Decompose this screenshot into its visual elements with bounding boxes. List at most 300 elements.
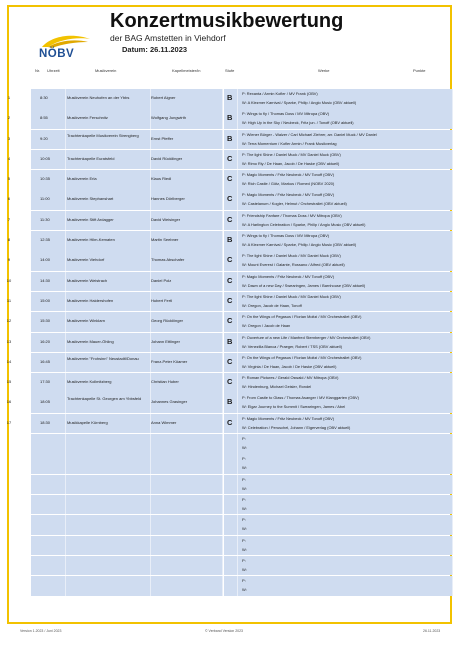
work-p-text: Magic Moments / Fritz Neubeck / MV Tonoff (OBV) bbox=[246, 192, 334, 198]
conductor-name: David Weisinger bbox=[151, 216, 181, 222]
works-cell bbox=[238, 434, 453, 454]
work-p bbox=[242, 355, 447, 360]
band-name: Musikverein Stephanshart bbox=[67, 196, 114, 202]
band-name: Trachtenkapelle Musikverein Strengberg bbox=[67, 132, 139, 138]
time-cell bbox=[31, 353, 66, 373]
work-p-text: On the Wings of Pegasus / Florian Moitzi / MV Orchestrallet (OBV) bbox=[246, 314, 362, 320]
level-cell bbox=[224, 130, 238, 150]
conductor-cell bbox=[151, 312, 223, 332]
work-p-label: P: bbox=[242, 415, 246, 421]
work-p bbox=[242, 213, 447, 218]
work-w-label: W: bbox=[242, 424, 247, 430]
work-w bbox=[242, 161, 447, 166]
level-value: C bbox=[227, 377, 233, 387]
level-value: C bbox=[227, 275, 233, 285]
col-header-nr: Nr. bbox=[35, 68, 41, 73]
conductor-name: Franz-Peter Köamer bbox=[151, 358, 188, 364]
work-p-text: The light Shine / Daniel Muck / MV Daniel Muck (OBV) bbox=[246, 293, 341, 299]
work-w-text: Hindenburg, Michael Geisler, Rondel bbox=[247, 384, 312, 390]
work-p-label: P: bbox=[242, 557, 246, 563]
footer-right: 26.11.2023 bbox=[423, 629, 441, 633]
time-cell bbox=[31, 576, 66, 596]
conductor-cell bbox=[151, 414, 223, 434]
band-name: Trachtenkapelle St. Georgen am Ybbsfeld bbox=[67, 396, 142, 402]
level-cell bbox=[224, 373, 238, 393]
conductor-name: David Rückliinger bbox=[151, 155, 183, 161]
work-p bbox=[242, 314, 447, 319]
level-cell bbox=[224, 576, 238, 596]
level-value: C bbox=[227, 255, 233, 265]
time-cell bbox=[31, 393, 66, 413]
band-name: Musikverein Erla bbox=[67, 176, 97, 182]
conductor-name: Hubert Fertl bbox=[151, 297, 173, 303]
works-cell bbox=[238, 312, 453, 332]
work-w-label: W: bbox=[242, 343, 247, 349]
work-w-label: W: bbox=[242, 221, 247, 227]
work-p-text: On the Wings of Pegasus / Florian Moitzi / MV Orchestrallet (OBV) bbox=[246, 354, 362, 360]
empty-row bbox=[31, 515, 433, 535]
conductor-cell bbox=[151, 292, 223, 312]
band-name: Musikverein Ferschnitz bbox=[67, 115, 108, 121]
band-name: Musikverein Stift Ardagger bbox=[67, 216, 114, 222]
level-cell bbox=[224, 292, 238, 312]
date-value: 26.11.2023 bbox=[149, 45, 188, 54]
band-cell bbox=[66, 576, 151, 596]
table-row bbox=[7, 89, 433, 109]
band-name: Musikverein Viehdorf bbox=[67, 257, 105, 263]
work-p-text: The light Shine / Daniel Muck / MV Daniel Muck (OBV) bbox=[246, 151, 341, 157]
band-cell bbox=[66, 475, 151, 495]
table-row bbox=[6, 292, 433, 312]
band-name: Musikkapelle Kürnberg bbox=[67, 419, 108, 425]
page-subtitle: der BAG Amstetten in Viehdorf bbox=[110, 33, 226, 43]
row-time: 14:00 bbox=[40, 257, 51, 263]
work-w bbox=[242, 222, 447, 227]
time-cell bbox=[31, 170, 66, 190]
work-p-label: P: bbox=[242, 111, 246, 117]
work-w bbox=[242, 181, 447, 186]
level-value: C bbox=[227, 214, 233, 224]
time-cell bbox=[31, 109, 66, 129]
table-row bbox=[6, 393, 433, 413]
table-row bbox=[6, 272, 433, 292]
work-w-text: Terra Momentum / Kofler Armin / Frank Musikverlag bbox=[247, 140, 337, 146]
table-row bbox=[6, 312, 433, 332]
work-w bbox=[242, 201, 447, 206]
level-value: B bbox=[227, 397, 233, 407]
work-p-text: Ouverture of a new Life / Manfred Sternberger / MV Orchestrallet (OBV) bbox=[246, 334, 371, 340]
work-p-label: P: bbox=[242, 476, 246, 482]
work-p-text: Magic Moments / Fritz Neubeck / MV Tonoff (OBV) bbox=[246, 415, 334, 421]
work-p-label: P: bbox=[242, 395, 246, 401]
time-cell bbox=[31, 272, 66, 292]
level-value: B bbox=[227, 133, 233, 143]
time-cell bbox=[31, 536, 66, 556]
time-cell bbox=[31, 454, 66, 474]
conductor-cell bbox=[151, 272, 223, 292]
level-value: C bbox=[227, 295, 233, 305]
row-time: 11:30 bbox=[40, 216, 50, 222]
page-title: Konzertmusikbewertung bbox=[110, 10, 344, 32]
level-cell bbox=[224, 170, 238, 190]
level-value: B bbox=[227, 93, 233, 102]
level-value: C bbox=[227, 194, 233, 204]
work-p-label: P: bbox=[242, 233, 246, 239]
works-cell bbox=[238, 576, 453, 596]
level-value: B bbox=[227, 336, 233, 346]
work-w-text: Elgar Journey to the Summit / Swearingen, James / Abel bbox=[247, 404, 346, 410]
level-cell bbox=[224, 89, 238, 109]
work-w-text: A Harlington Celebration / Sparke, Philip / Anglo Music (OBV aktuell) bbox=[247, 221, 366, 227]
level-cell bbox=[224, 414, 238, 434]
level-cell bbox=[224, 190, 238, 210]
work-p-label: P: bbox=[242, 91, 246, 96]
conductor-cell bbox=[151, 251, 223, 271]
row-number: 2 bbox=[7, 115, 11, 121]
time-cell bbox=[31, 251, 66, 271]
conductor-name: Ernst Pfeffer bbox=[151, 135, 174, 141]
work-w-label: W: bbox=[242, 262, 247, 268]
work-p bbox=[242, 395, 447, 400]
band-cell bbox=[66, 373, 151, 393]
work-p bbox=[242, 294, 447, 299]
row-time: 8:30 bbox=[40, 95, 48, 100]
band-name: Musikverein "Frohsinn" Neustadtl/Donau bbox=[67, 355, 139, 361]
work-p-text: From Castle to Glass / Thomas Asanger / MV Klanggarten (OBV) bbox=[246, 395, 359, 401]
time-cell bbox=[31, 292, 66, 312]
work-w bbox=[242, 242, 447, 247]
level-cell bbox=[224, 312, 238, 332]
works-cell bbox=[238, 333, 453, 353]
row-number: 17 bbox=[6, 419, 12, 425]
table-row bbox=[7, 130, 433, 150]
band-cell bbox=[66, 495, 151, 515]
time-cell bbox=[31, 231, 66, 251]
work-w-text: Oregon / Jacob de Haan bbox=[247, 323, 291, 329]
conductor-cell bbox=[151, 109, 223, 129]
work-p-text: Roman Pictures / Gerald Oswald / MV Mitropa (OBV) bbox=[246, 375, 339, 381]
time-cell bbox=[31, 475, 66, 495]
level-value: C bbox=[227, 174, 233, 184]
work-p-label: P: bbox=[242, 293, 246, 299]
work-p bbox=[242, 111, 447, 116]
row-number: 13 bbox=[6, 338, 12, 344]
works-cell bbox=[238, 272, 453, 292]
band-name: Musikverein Winklarn bbox=[67, 318, 106, 324]
conductor-name: Hannes Dörlberger bbox=[151, 196, 185, 202]
row-time: 16:20 bbox=[40, 338, 51, 344]
works-cell bbox=[238, 292, 453, 312]
band-cell bbox=[66, 292, 151, 312]
level-cell bbox=[224, 515, 238, 535]
conductor-cell bbox=[151, 333, 223, 353]
level-cell bbox=[224, 353, 238, 373]
work-w-label: W: bbox=[242, 120, 247, 126]
time-cell bbox=[31, 211, 66, 231]
band-cell bbox=[66, 333, 151, 353]
row-time: 8:55 bbox=[40, 115, 48, 121]
event-date bbox=[122, 45, 187, 54]
work-w-label: W: bbox=[242, 323, 247, 329]
work-w-label: W: bbox=[242, 282, 247, 288]
level-cell bbox=[224, 109, 238, 129]
work-w bbox=[242, 344, 447, 349]
band-cell bbox=[66, 130, 151, 150]
works-cell bbox=[238, 353, 453, 373]
work-w-label: W: bbox=[242, 100, 247, 105]
table-row bbox=[6, 373, 433, 393]
work-w-text: A Klezmer Karnival / Sparke, Philip / Anglo Music (OBV aktuell) bbox=[247, 100, 357, 105]
conductor-name: Daniel Polz bbox=[151, 277, 172, 283]
row-time: 14:30 bbox=[40, 277, 51, 283]
band-name: Musikverein Haidershofen bbox=[67, 297, 114, 303]
work-w-label: W: bbox=[242, 404, 247, 410]
work-w-text: High Up in the Sky / Neubeck, Fritz jun. / Tonoff (OBV aktuell) bbox=[247, 120, 354, 126]
work-w-label: W: bbox=[242, 546, 247, 552]
time-cell bbox=[31, 556, 66, 576]
work-w-label: W: bbox=[242, 526, 247, 532]
works-cell bbox=[238, 414, 453, 434]
row-number: 9 bbox=[7, 257, 11, 263]
time-cell bbox=[31, 515, 66, 535]
level-cell bbox=[224, 495, 238, 515]
work-w bbox=[242, 262, 447, 267]
table-row bbox=[7, 211, 433, 231]
footer-center: © Verband Version 2023 bbox=[205, 629, 243, 633]
work-w-text: Dawn of a new Day / Swearingen, James / Barnhouse (OBV aktuell) bbox=[247, 282, 366, 288]
work-p-text: Wiener Bürger - Walzer / Carl Michael Ziehrer, arr. Daniel Muck / MV Daniel bbox=[246, 131, 377, 137]
level-cell bbox=[224, 556, 238, 576]
band-cell bbox=[66, 393, 151, 413]
row-number: 15 bbox=[6, 379, 12, 385]
work-w-label: W: bbox=[242, 181, 247, 187]
conductor-cell bbox=[151, 454, 223, 474]
conductor-cell bbox=[151, 475, 223, 495]
works-cell bbox=[238, 190, 453, 210]
conductor-name: Wolfgang Jungwirth bbox=[151, 115, 187, 121]
row-time: 16:45 bbox=[40, 358, 51, 364]
band-cell bbox=[66, 536, 151, 556]
level-cell bbox=[224, 454, 238, 474]
level-cell bbox=[224, 272, 238, 292]
work-p-label: P: bbox=[242, 334, 246, 340]
table-row bbox=[6, 414, 433, 434]
works-cell bbox=[238, 150, 453, 170]
level-value: C bbox=[227, 356, 233, 366]
conductor-name: Johann Ettlinger bbox=[151, 338, 180, 344]
works-cell bbox=[238, 170, 453, 190]
work-w-label: W: bbox=[242, 363, 247, 369]
work-p-label: P: bbox=[242, 456, 246, 462]
work-p bbox=[242, 233, 447, 238]
work-p-label: P: bbox=[242, 131, 246, 137]
schedule-table bbox=[6, 89, 433, 596]
conductor-name: Johannes Grasinger bbox=[151, 399, 188, 405]
conductor-name: Georg Rückliinger bbox=[151, 318, 184, 324]
row-time: 11:00 bbox=[40, 196, 50, 202]
band-cell bbox=[66, 170, 151, 190]
works-cell bbox=[238, 231, 453, 251]
level-cell bbox=[224, 434, 238, 454]
work-p-label: P: bbox=[242, 273, 246, 279]
table-row bbox=[7, 109, 433, 129]
work-w-label: W: bbox=[242, 587, 247, 593]
table-row bbox=[7, 190, 433, 210]
empty-row bbox=[31, 495, 433, 515]
works-cell bbox=[238, 373, 453, 393]
band-cell bbox=[66, 454, 151, 474]
work-w-text: Venezilla Blanca / Praeger, Robert / TSS (OBV aktuell) bbox=[247, 343, 342, 349]
works-cell bbox=[238, 211, 453, 231]
work-w-label: W: bbox=[242, 140, 247, 146]
work-w bbox=[242, 364, 447, 369]
work-p bbox=[242, 335, 447, 340]
band-cell bbox=[66, 556, 151, 576]
time-cell bbox=[31, 130, 66, 150]
work-p bbox=[242, 132, 447, 137]
band-cell bbox=[66, 434, 151, 454]
band-name: Musikverein Neuhofen an der Ybbs bbox=[67, 95, 130, 100]
works-cell bbox=[238, 393, 453, 413]
table-row bbox=[7, 251, 433, 271]
work-w-label: W: bbox=[242, 384, 247, 390]
works-cell bbox=[238, 251, 453, 271]
work-p-label: P: bbox=[242, 578, 246, 584]
work-w bbox=[242, 100, 447, 105]
col-header-works: Werke bbox=[318, 68, 330, 73]
empty-row bbox=[31, 475, 433, 495]
row-number: 12 bbox=[6, 318, 12, 324]
time-cell bbox=[31, 434, 66, 454]
work-w-label: W: bbox=[242, 566, 247, 572]
works-cell bbox=[238, 495, 453, 515]
time-cell bbox=[31, 414, 66, 434]
work-p-label: P: bbox=[242, 354, 246, 360]
footer-left: Version 1.2023 / Juni 2023 bbox=[20, 629, 62, 633]
level-cell bbox=[224, 536, 238, 556]
row-number: 3 bbox=[7, 135, 11, 141]
work-p-label: P: bbox=[242, 496, 246, 502]
work-p bbox=[242, 274, 447, 279]
conductor-cell bbox=[151, 576, 223, 596]
band-cell bbox=[66, 251, 151, 271]
work-p bbox=[242, 152, 447, 157]
conductor-cell bbox=[151, 556, 223, 576]
col-header-points: Punkte bbox=[413, 68, 426, 73]
work-p bbox=[242, 172, 447, 177]
conductor-name: Robert Aigner bbox=[151, 95, 176, 100]
conductor-cell bbox=[151, 190, 223, 210]
work-p-label: P: bbox=[242, 517, 246, 523]
row-time: 12:35 bbox=[40, 237, 51, 243]
date-label: Datum: bbox=[122, 45, 148, 54]
time-cell bbox=[31, 333, 66, 353]
work-w-text: Mount Everest / Galante, Rossano / Alfred (OBV aktuell) bbox=[247, 262, 345, 268]
work-p-text: The light Shine / Daniel Muck / MV Daniel Muck (OBV) bbox=[246, 253, 341, 259]
band-name: Musikverein Kollmitzberg bbox=[67, 379, 112, 385]
works-cell bbox=[238, 515, 453, 535]
time-cell bbox=[31, 190, 66, 210]
row-time: 10:05 bbox=[40, 155, 51, 161]
row-number: 16 bbox=[6, 399, 12, 405]
work-p-text: Magic Moments / Fritz Neubeck / MV Tonoff (OBV) bbox=[246, 172, 334, 178]
work-w-text: Oregon, Jacob de Haan, Tonoff bbox=[247, 302, 302, 308]
time-cell bbox=[31, 312, 66, 332]
level-cell bbox=[224, 475, 238, 495]
works-cell bbox=[238, 536, 453, 556]
band-cell bbox=[66, 109, 151, 129]
level-value: C bbox=[227, 153, 233, 163]
row-time: 18:05 bbox=[40, 399, 51, 405]
time-cell bbox=[31, 495, 66, 515]
row-number: 1 bbox=[7, 95, 11, 100]
conductor-cell bbox=[151, 495, 223, 515]
band-cell bbox=[66, 150, 151, 170]
band-cell bbox=[66, 414, 151, 434]
band-cell bbox=[66, 231, 151, 251]
works-cell bbox=[238, 454, 453, 474]
work-w bbox=[242, 323, 447, 328]
conductor-cell bbox=[151, 353, 223, 373]
works-cell bbox=[238, 130, 453, 150]
work-w-label: W: bbox=[242, 485, 247, 491]
empty-row bbox=[31, 536, 433, 556]
work-w-text: Rich Castle / Götz, Markus / Romed (NOBV 2020) bbox=[247, 181, 335, 187]
work-p-label: P: bbox=[242, 253, 246, 259]
col-header-conductor: Kapellmeister/in bbox=[172, 68, 201, 73]
work-w-text: Rimo Riy / De Haan, Jacob / De Haske (OBV aktuell) bbox=[247, 160, 340, 166]
works-cell bbox=[238, 89, 453, 109]
band-cell bbox=[66, 89, 151, 109]
work-p-label: P: bbox=[242, 212, 246, 218]
row-number: 4 bbox=[7, 155, 11, 161]
conductor-cell bbox=[151, 130, 223, 150]
level-cell bbox=[224, 251, 238, 271]
level-value: B bbox=[227, 113, 233, 123]
work-p-text: Wings to fly / Thomas Doss / MV Mitropa (OBV) bbox=[246, 233, 330, 239]
work-w-label: W: bbox=[242, 302, 247, 308]
work-w-label: W: bbox=[242, 505, 247, 511]
level-value: C bbox=[227, 316, 233, 326]
band-cell bbox=[66, 353, 151, 373]
row-time: 18:30 bbox=[40, 419, 51, 425]
row-time: 17:30 bbox=[40, 379, 51, 385]
table-row bbox=[7, 170, 433, 190]
empty-row bbox=[31, 434, 433, 454]
conductor-name: Klaus Riedl bbox=[151, 176, 172, 182]
empty-row bbox=[31, 576, 433, 596]
row-number: 10 bbox=[6, 277, 12, 283]
work-p bbox=[242, 416, 447, 421]
work-p bbox=[242, 192, 447, 197]
work-w bbox=[242, 120, 447, 125]
table-row bbox=[7, 150, 433, 170]
work-p bbox=[242, 375, 447, 380]
row-time: 9:20 bbox=[40, 135, 48, 141]
conductor-cell bbox=[151, 536, 223, 556]
work-w bbox=[242, 303, 447, 308]
row-time: 15:30 bbox=[40, 318, 51, 324]
work-p-label: P: bbox=[242, 436, 246, 442]
conductor-cell bbox=[151, 434, 223, 454]
table-row bbox=[6, 333, 433, 353]
empty-row bbox=[31, 454, 433, 474]
band-cell bbox=[66, 515, 151, 535]
level-cell bbox=[224, 211, 238, 231]
level-cell bbox=[224, 393, 238, 413]
conductor-cell bbox=[151, 170, 223, 190]
work-w-label: W: bbox=[242, 242, 247, 248]
